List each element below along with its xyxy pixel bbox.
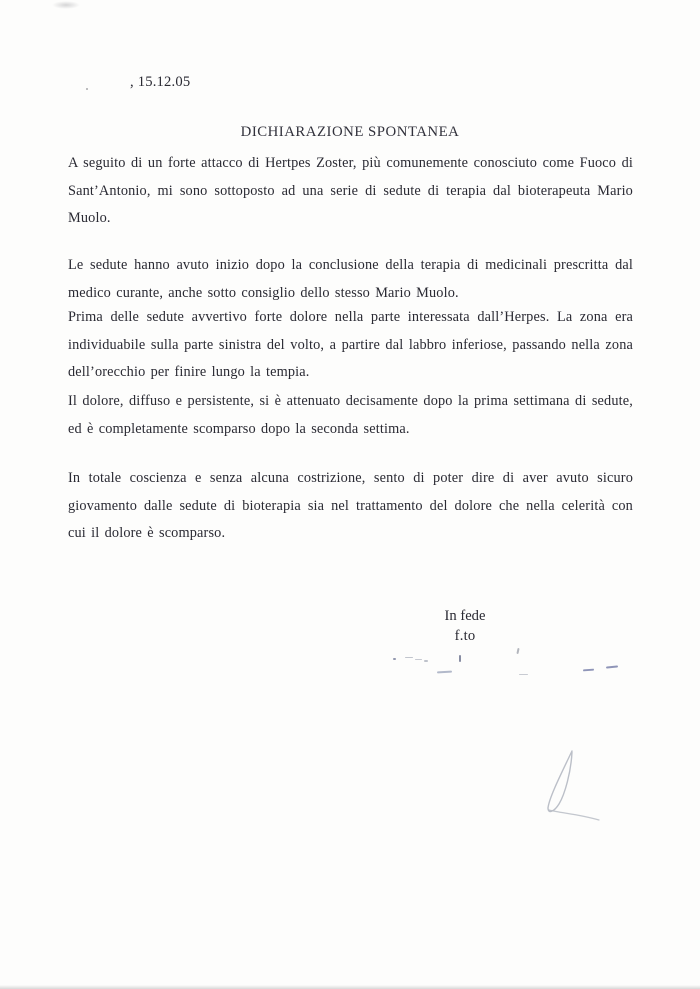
scan-bottom-edge	[0, 985, 700, 989]
document-title: DICHIARAZIONE SPONTANEA	[240, 124, 460, 140]
paragraph-2: Le sedute hanno avuto inizio dopo la conclusione della terapia di medicinali prescritta dal medico curante, anche sotto consiglio dello stesso Mario Muolo.	[68, 257, 633, 301]
in-fede-label: In fede	[444, 608, 486, 624]
fto-label: f.to	[454, 628, 476, 644]
paragraph-3: Prima delle sedute avvertivo forte dolore nella parte interessata dall’Herpes. La zona era individuabile sulla parte sinistra del volto, a partire dal labbro inferiose, passando nella zona dell’orecchio per finire lungo la tempia.	[68, 309, 633, 380]
paragraph-5: In totale coscienza e senza alcuna costrizione, sento di poter dire di aver avuto sicuro giovamento dalle sedute di bioterapia sia nel trattamento del dolore che nella celerità con cui il dolore è scomparso.	[68, 470, 633, 541]
date-line: , 15.12.05	[130, 74, 191, 90]
paragraph-4: Il dolore, diffuso e persistente, si è attenuato decisamente dopo la prima settimana di sedute, ed è completamente scomparso dopo la seconda settima.	[68, 393, 633, 437]
paragraph-1: A seguito di un forte attacco di Hertpes Zoster, più comunemente conosciuto come Fuoco di Sant’Antonio, mi sono sottoposto ad una serie di sedute di terapia dal bioterapeuta Mario Muolo.	[68, 155, 633, 226]
